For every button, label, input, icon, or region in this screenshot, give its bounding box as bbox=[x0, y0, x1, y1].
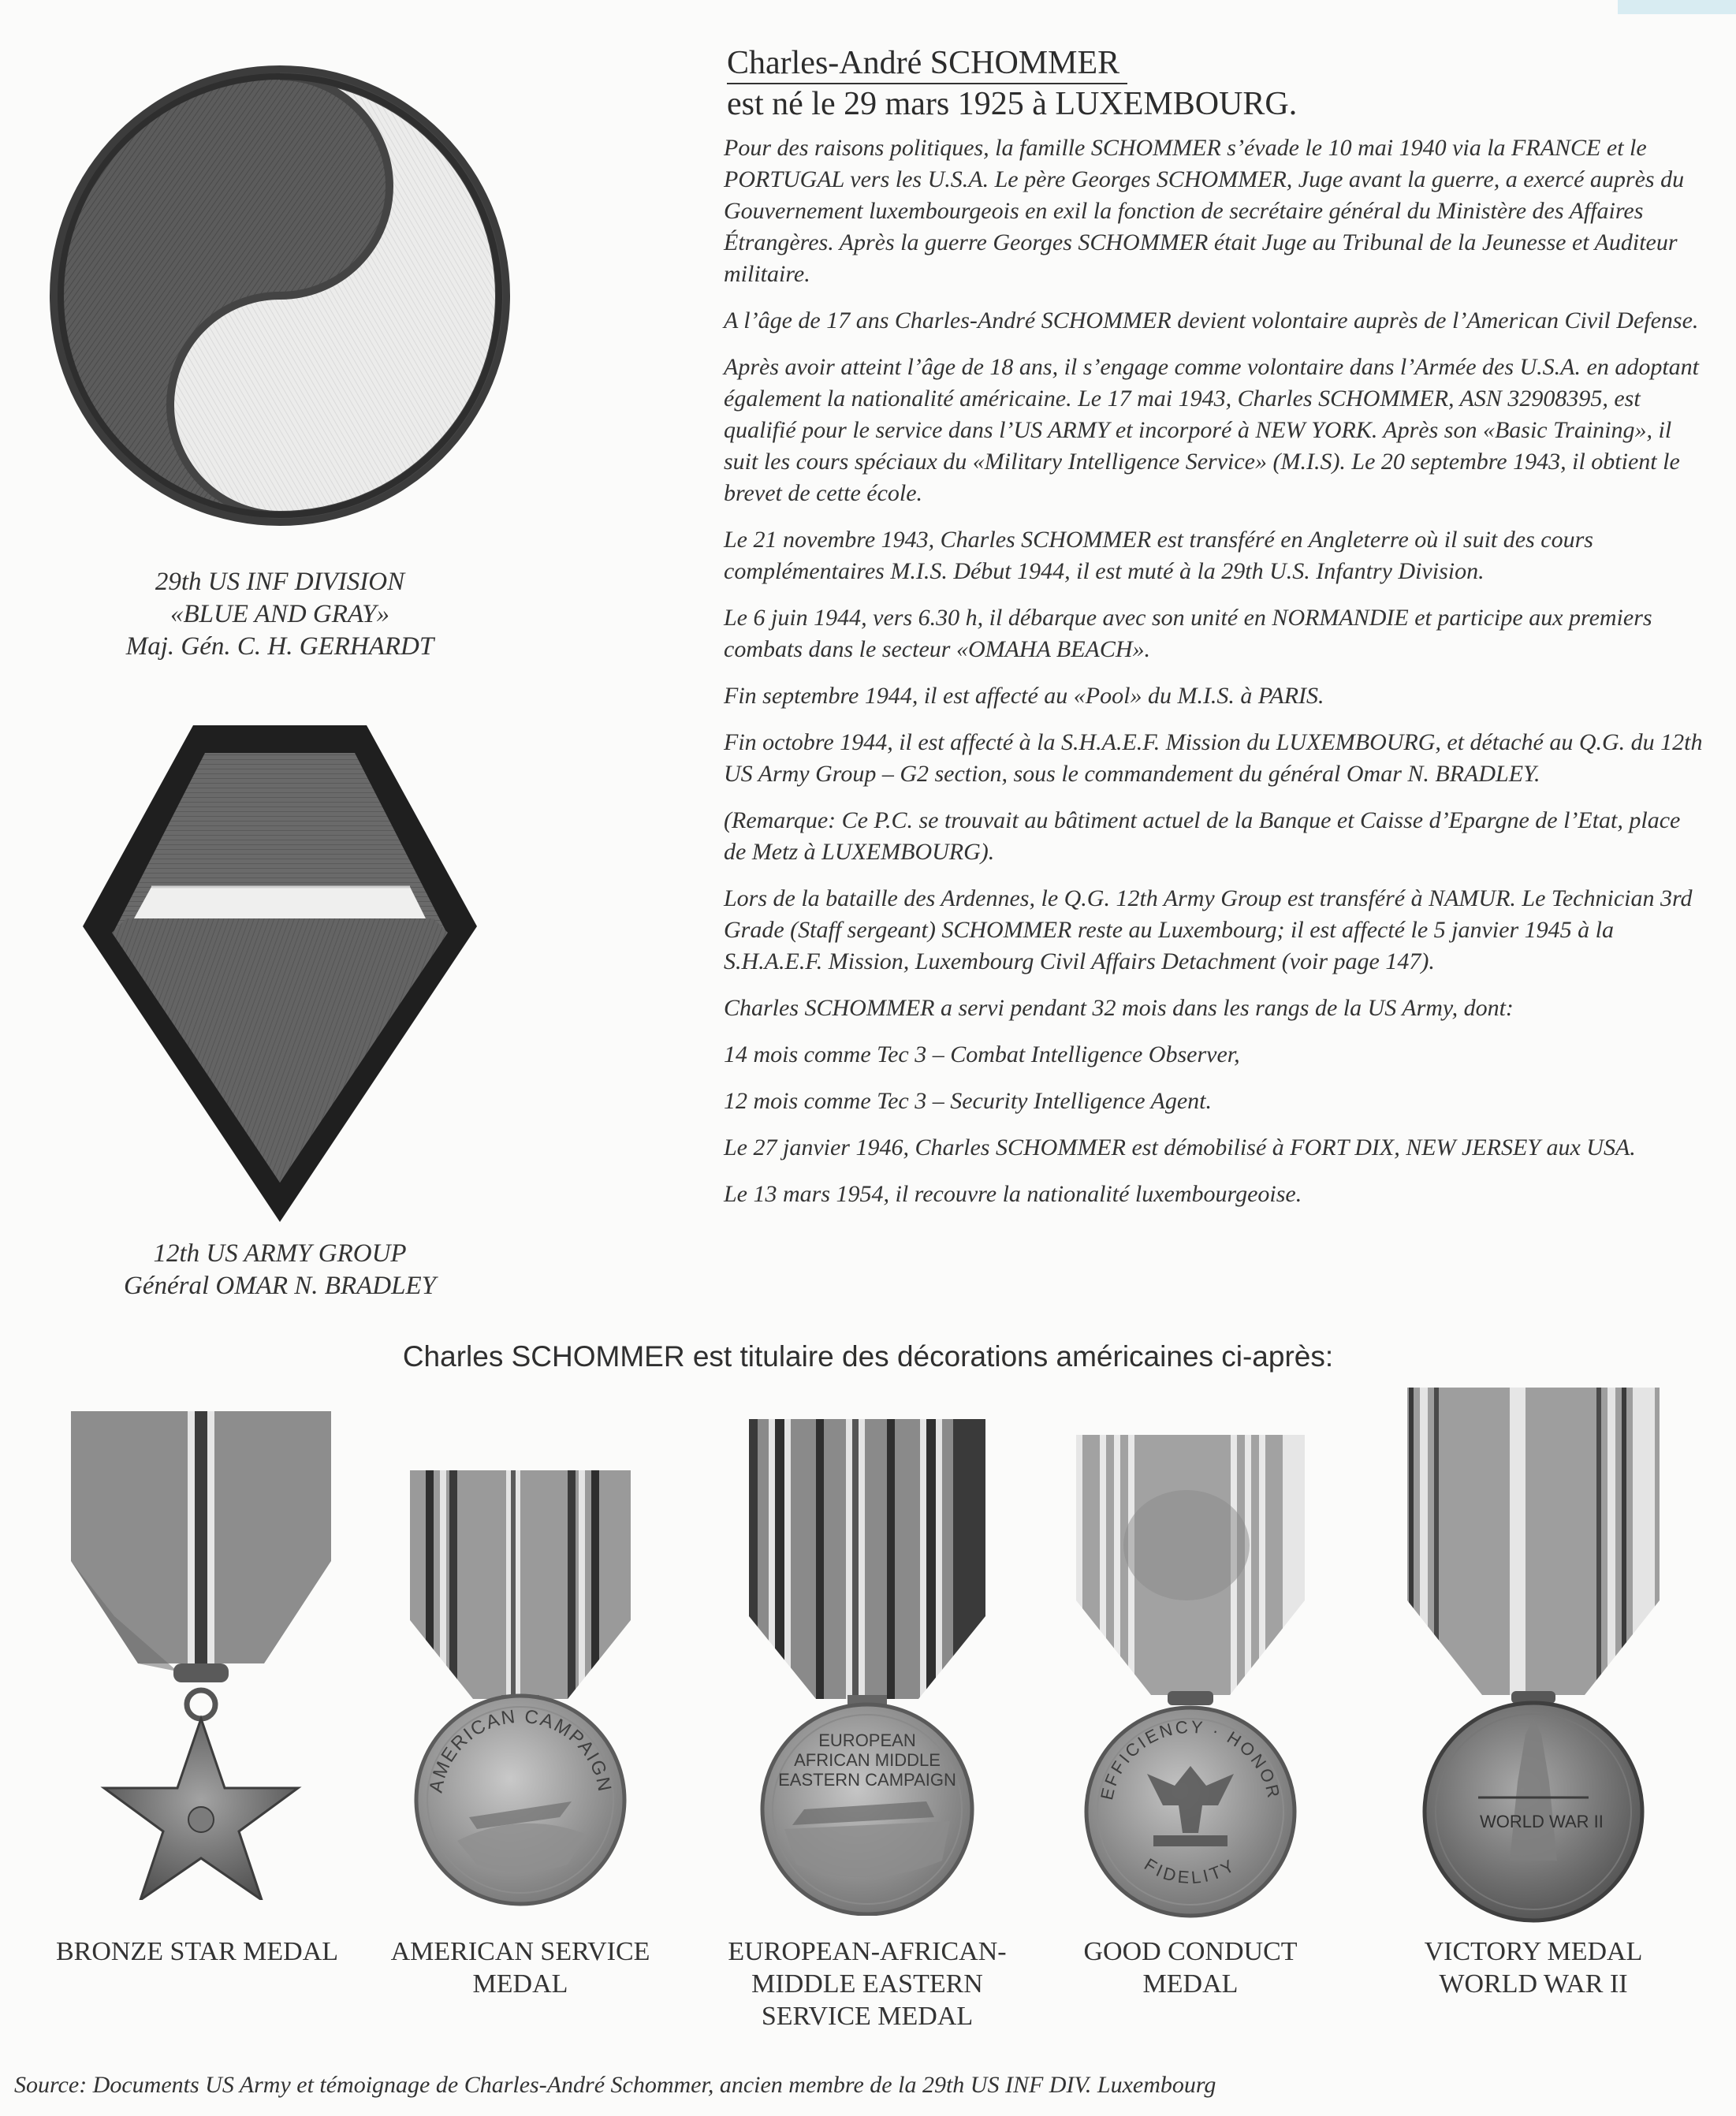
european-african-label bbox=[702, 1935, 1033, 2032]
victory-ins-2: WAR II bbox=[1549, 1812, 1604, 1831]
good-conduct-line1: GOOD CONDUCT bbox=[1083, 1937, 1298, 1966]
biography-text bbox=[724, 132, 1705, 1225]
victory-medal bbox=[1391, 1388, 1675, 1924]
bio-paragraph: Le 21 novembre 1943, Charles SCHOMMER est transféré en Angleterre où il suit des cours complémentaires M.I.S. Début 1944, il est muté à la 29th U.S. Infantry Division. bbox=[724, 527, 1593, 584]
euro-ins-3: EASTERN CAMPAIGN bbox=[778, 1770, 956, 1790]
euro-ins-2: AFRICAN MIDDLE bbox=[794, 1750, 941, 1770]
patch-29-line3: Maj. Gén. C. H. GERHARDT bbox=[125, 632, 434, 661]
american-service-medal bbox=[402, 1470, 639, 1908]
bio-paragraph: 12 mois comme Tec 3 – Security Intelligence Agent. bbox=[724, 1088, 1213, 1114]
american-service-label bbox=[363, 1935, 678, 2000]
bio-paragraph: (Remarque: Ce P.C. se trouvait au bâtiment actuel de la Banque et Caisse d’Epargne de l’Etat, place de Metz à LUXEMBOURG). bbox=[724, 807, 1681, 865]
bio-paragraph: 14 mois comme Tec 3 – Combat Intelligence Observer, bbox=[724, 1041, 1240, 1067]
bio-paragraph: Fin septembre 1944, il est affecté au «Pool» du M.I.S. à PARIS. bbox=[724, 683, 1324, 709]
good-conduct-label bbox=[1033, 1935, 1348, 2000]
bio-header bbox=[727, 43, 1297, 124]
bio-paragraph: Lors de la bataille des Ardennes, le Q.G. 12th Army Group est transféré à NAMUR. Le Technician 3rd Grade (Staff sergeant) SCHOMMER reste au Luxembourg; il est affecté le 5 janvier 1945 à la S.H.A.E.F. Mission, Luxembourg Civil Affairs Detachment (voir page 147). bbox=[724, 885, 1693, 974]
american-service-line1: AMERICAN SERVICE bbox=[390, 1937, 650, 1966]
bronze-star-line1: BRONZE STAR MEDAL bbox=[55, 1937, 339, 1966]
person-name: Charles-André SCHOMMER bbox=[727, 43, 1127, 84]
european-african-line3: SERVICE MEDAL bbox=[761, 2002, 974, 2031]
patch-29-line2: «BLUE AND GRAY» bbox=[170, 600, 390, 628]
patch-12-line1: 12th US ARMY GROUP bbox=[153, 1239, 407, 1268]
decorations-heading: Charles SCHOMMER est titulaire des décorations américaines ci-après: bbox=[402, 1340, 1334, 1373]
good-conduct-medal bbox=[1068, 1435, 1313, 1920]
victory-line1: VICTORY MEDAL bbox=[1424, 1937, 1643, 1966]
bio-paragraph: Fin octobre 1944, il est affecté à la S.H.A.E.F. Mission du LUXEMBOURG, et détaché au Q.G. du 12th US Army Group – G2 section, sous le commandement du général Omar N. BRADLEY. bbox=[724, 729, 1703, 787]
euro-ins-1: EUROPEAN bbox=[818, 1730, 916, 1750]
victory-label bbox=[1376, 1935, 1691, 2000]
american-medal-inscription: AMERICAN CAMPAIGN bbox=[425, 1705, 616, 1795]
corner-mark bbox=[1618, 0, 1736, 14]
source-note: Source: Documents US Army et témoignage de Charles-André Schommer, ancien membre de la 29th US INF DIV. Luxembourg bbox=[14, 2072, 1216, 2098]
victory-ins-1: WORLD bbox=[1480, 1812, 1544, 1831]
european-african-medal bbox=[737, 1419, 997, 1916]
european-african-line1: EUROPEAN-AFRICAN- bbox=[728, 1937, 1007, 1966]
patch-29-caption bbox=[79, 566, 481, 663]
bio-paragraph: Charles SCHOMMER a servi pendant 32 mois dans les rangs de la US Army, dont: bbox=[724, 995, 1514, 1021]
bio-paragraph: Le 6 juin 1944, vers 6.30 h, il débarque avec son unité en NORMANDIE et participe aux premiers combats dans le secteur «OMAHA BEACH». bbox=[724, 605, 1652, 662]
good-conduct-line2: MEDAL bbox=[1142, 1969, 1239, 1999]
american-service-line2: MEDAL bbox=[472, 1969, 568, 1999]
bio-paragraph: Pour des raisons politiques, la famille SCHOMMER s’évade le 10 mai 1940 via la FRANCE et le PORTUGAL vers les U.S.A. Le père Georges SCHOMMER, Juge avant la guerre, a exercé auprès du Gouvernement luxembourgeois en exil la fonction de secrétaire général du Ministère des Affaires Étrangères. Après la guerre Georges SCHOMMER était Juge au Tribunal de la Jeunesse et Auditeur militaire. bbox=[724, 135, 1685, 287]
conduct-ins-2: FIDELITY bbox=[1141, 1854, 1240, 1888]
birth-line: est né le 29 mars 1925 à LUXEMBOURG. bbox=[727, 86, 1298, 122]
bio-paragraph: Le 27 janvier 1946, Charles SCHOMMER est démobilisé à FORT DIX, NEW JERSEY aux USA. bbox=[724, 1134, 1636, 1160]
patch-12-line2: Général OMAR N. BRADLEY bbox=[124, 1272, 436, 1300]
bronze-star-medal bbox=[55, 1411, 347, 1900]
bio-paragraph: Le 13 mars 1954, il recouvre la nationalité luxembourgeoise. bbox=[724, 1181, 1302, 1207]
conduct-ins-1: EFFICIENCY · HONOR bbox=[1097, 1716, 1284, 1802]
29th-division-patch bbox=[43, 59, 516, 532]
bio-paragraph: A l’âge de 17 ans Charles-André SCHOMMER devient volontaire auprès de l’American Civil Defense. bbox=[724, 307, 1699, 333]
patch-12-caption bbox=[79, 1238, 481, 1302]
victory-line2: WORLD WAR II bbox=[1439, 1969, 1628, 1999]
bronze-star-label bbox=[32, 1935, 363, 1968]
bio-paragraph: Après avoir atteint l’âge de 18 ans, il s’engage comme volontaire dans l’Armée des U.S.A. en adoptant également la nationalité américaine. Le 17 mai 1943, Charles SCHOMMER, ASN 32908395, est qualifié pour le service dans l’US ARMY et incorporé à NEW YORK. Après son «Basic Training», il suit les cours spéciaux du «Military Intelligence Service» (M.I.S). Le 20 septembre 1943, il obtient le brevet de cette école. bbox=[724, 354, 1699, 506]
european-african-line2: MIDDLE EASTERN bbox=[751, 1969, 983, 1999]
patch-29-line1: 29th US INF DIVISION bbox=[155, 568, 405, 596]
12th-army-group-patch bbox=[79, 721, 481, 1226]
